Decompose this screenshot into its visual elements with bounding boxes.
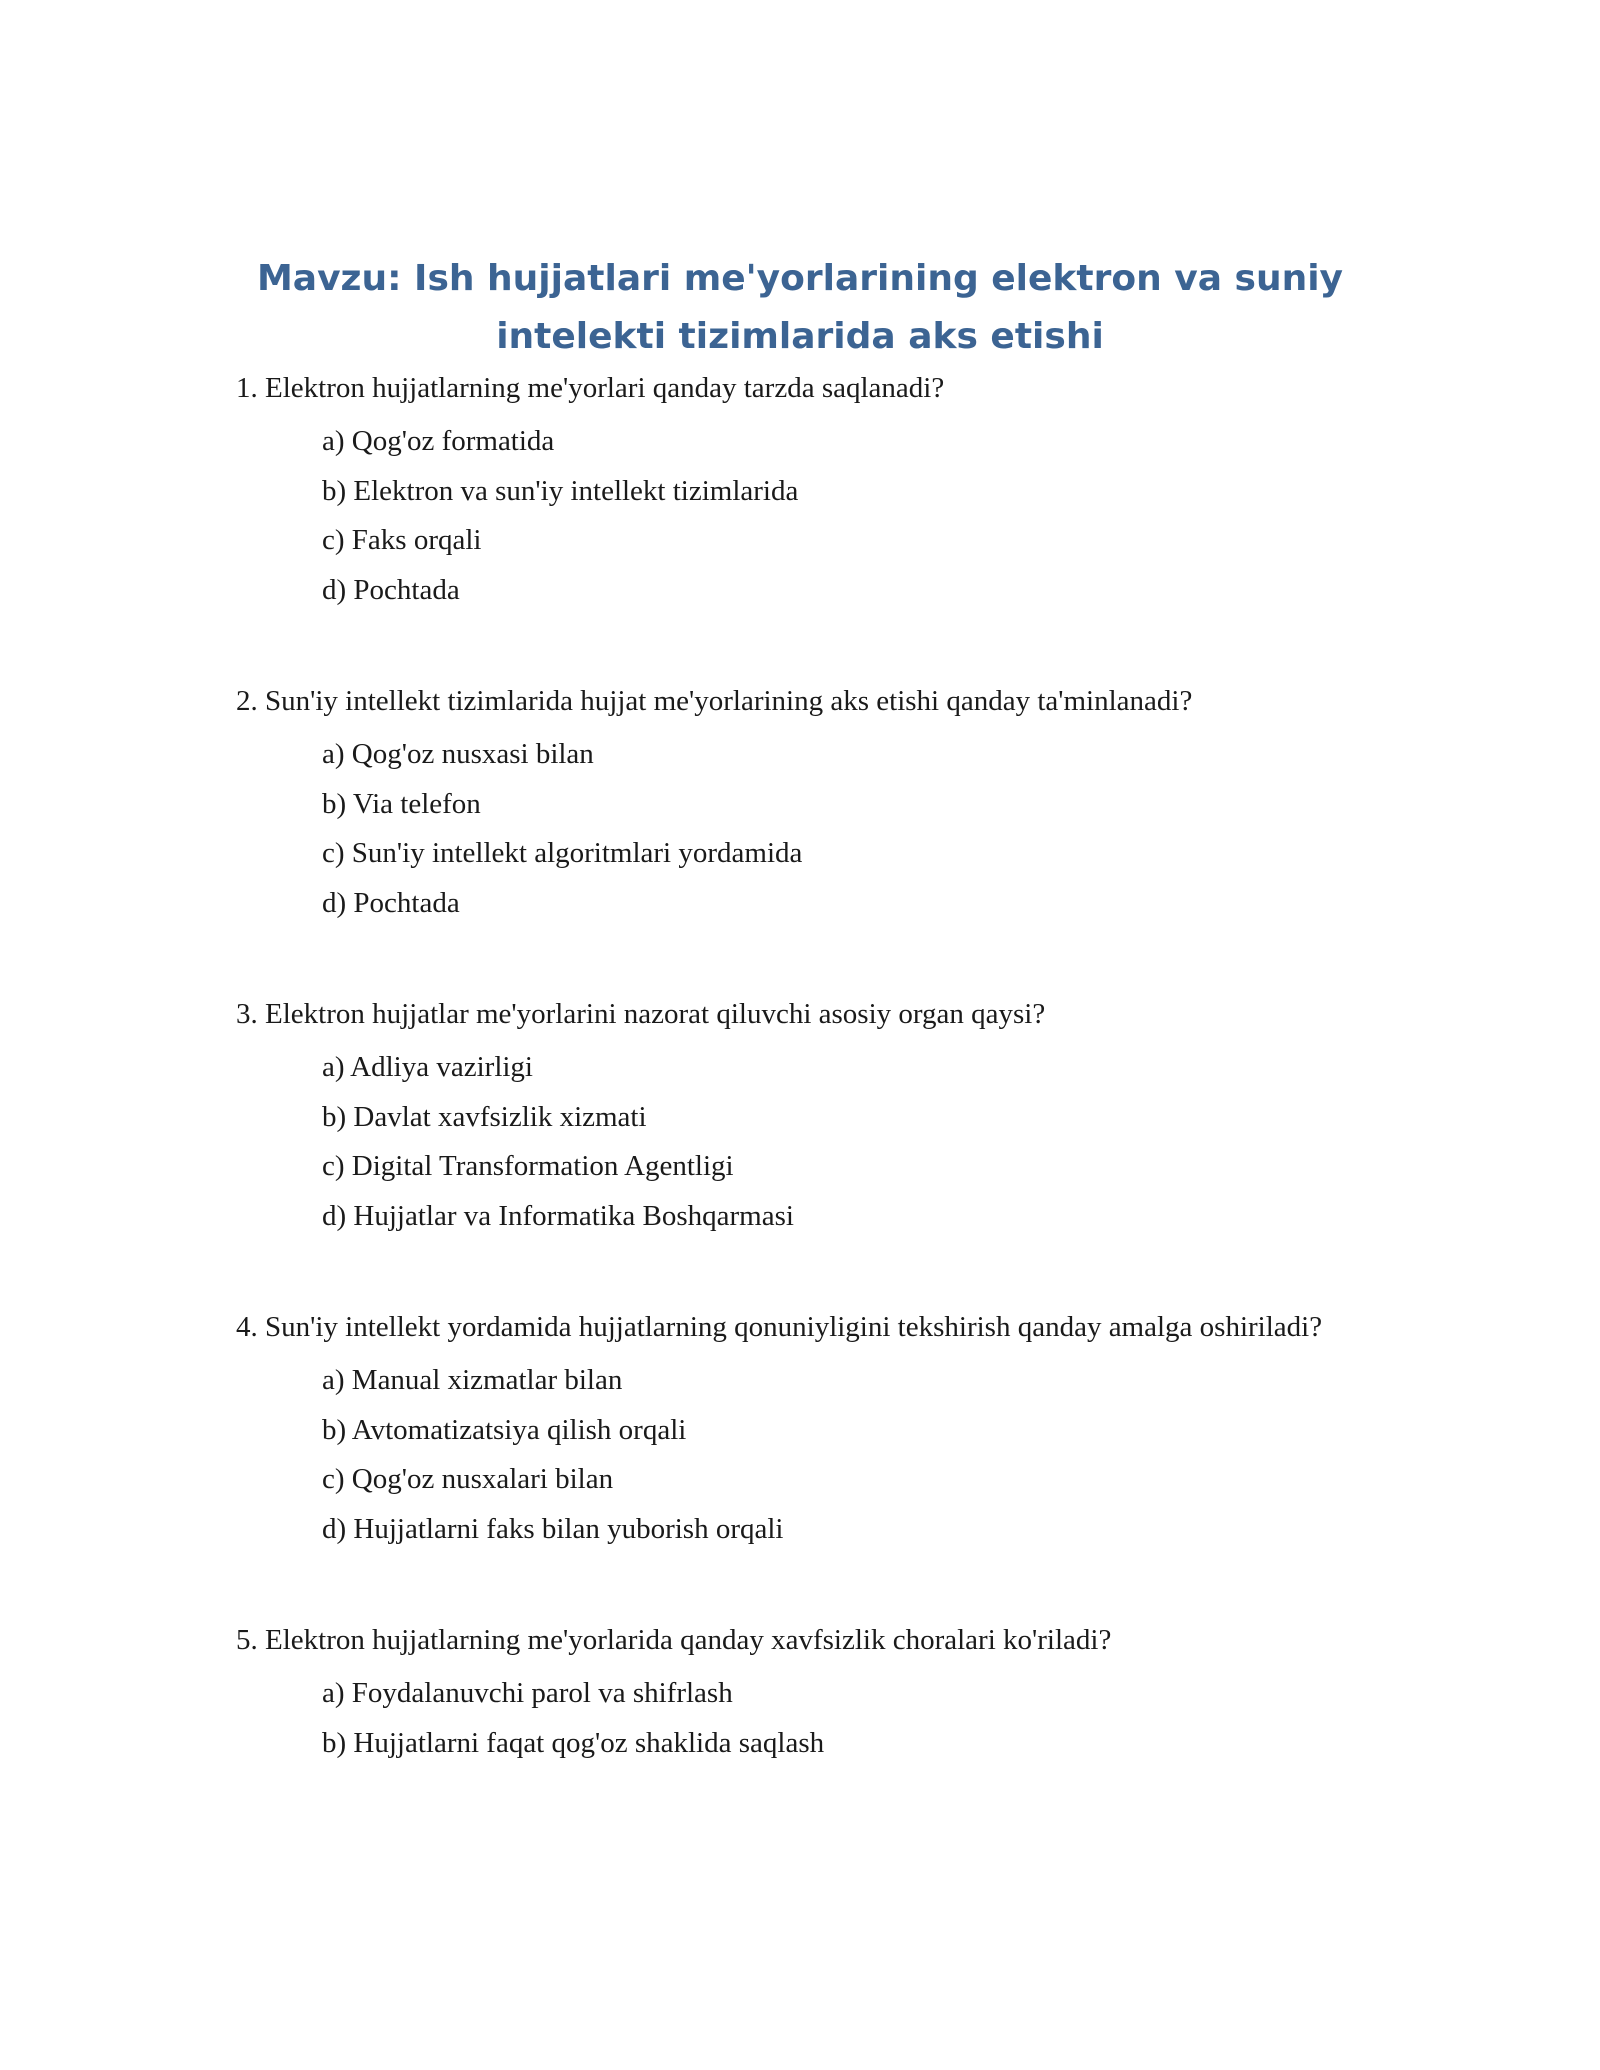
option-d: d) Hujjatlar va Informatika Boshqarmasi [322,1199,794,1232]
question-3 [236,994,1396,1241]
question-text: 2. Sun'iy intellekt tizimlarida hujjat me'yorlarining aks etishi qanday ta'minlanadi? [236,685,1193,717]
option-c: c) Faks orqali [322,524,482,556]
option-a: a) Manual xizmatlar bilan [322,1364,623,1396]
option-a: a) Qog'oz formatida [322,425,555,457]
question-text: 3. Elektron hujjatlar me'yorlarini nazorat qiluvchi asosiy organ qaysi? [236,998,1046,1030]
question-text: 5. Elektron hujjatlarning me'yorlarida qanday xavfsizlik choralari ko'riladi? [236,1624,1112,1656]
option-b: b) Elektron va sun'iy intellekt tizimlarida [322,474,799,507]
question-text: 4. Sun'iy intellekt yordamida hujjatlarning qonuniyligini tekshirish qanday amalga oshiriladi? [236,1311,1323,1343]
option-a: a) Qog'oz nusxasi bilan [322,738,594,770]
question-list [236,368,1396,1834]
option-list [236,417,1396,615]
question-2 [236,681,1396,928]
option-a: a) Adliya vazirligi [322,1051,533,1083]
option-b: b) Via telefon [322,787,481,820]
document-title: Mavzu: Ish hujjatlari me'yorlarining elektron va suniy intelekti tizimlarida aks etishi [256,258,1344,357]
option-list [236,1669,1396,1768]
question-5 [236,1620,1396,1768]
question-1 [236,368,1396,615]
option-d: d) Pochtada [322,886,460,919]
option-list [236,1043,1396,1241]
question-text: 1. Elektron hujjatlarning me'yorlari qanday tarzda saqlanadi? [236,372,945,404]
option-d: d) Pochtada [322,573,460,606]
option-d: d) Hujjatlarni faks bilan yuborish orqali [322,1512,784,1545]
option-c: c) Digital Transformation Agentligi [322,1150,734,1182]
option-a: a) Foydalanuvchi parol va shifrlash [322,1677,733,1709]
option-list [236,730,1396,928]
option-b: b) Davlat xavfsizlik xizmati [322,1100,647,1133]
option-c: c) Sun'iy intellekt algoritmlari yordamida [322,837,803,869]
option-c: c) Qog'oz nusxalari bilan [322,1463,614,1495]
option-b: b) Avtomatizatsiya qilish orqali [322,1413,687,1446]
question-4 [236,1307,1396,1554]
option-list [236,1356,1396,1554]
option-b: b) Hujjatlarni faqat qog'oz shaklida saqlash [322,1726,825,1759]
